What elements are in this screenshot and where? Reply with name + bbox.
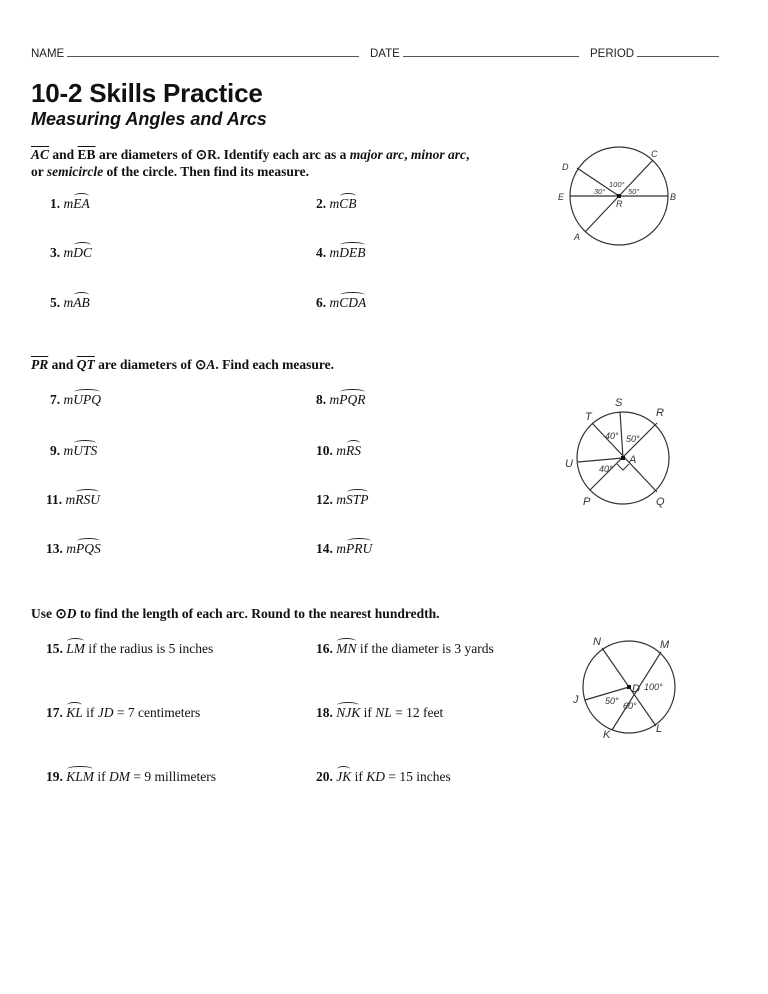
name-field <box>31 44 359 60</box>
segment-pr: $\overline{PR}$ <box>31 357 49 372</box>
date-field <box>370 44 579 60</box>
period-label: PERIOD <box>590 48 635 60</box>
question-15 <box>46 641 213 657</box>
question-3 <box>50 245 92 261</box>
q-m: m <box>336 541 346 556</box>
q-text: = 12 feet <box>391 705 444 720</box>
q-m: m <box>336 443 346 458</box>
instr-text: are diameters of ⊙ <box>94 357 207 372</box>
q-text: if the diameter is 3 yards <box>356 641 494 656</box>
question-5 <box>50 295 90 311</box>
arc-label: RSU <box>75 492 101 507</box>
instr-text: or <box>31 164 47 179</box>
arc-label: UTS <box>73 443 98 458</box>
q-m: m <box>63 392 74 407</box>
page-subtitle: Measuring Angles and Arcs <box>31 109 267 129</box>
q-num: 9. <box>50 443 61 458</box>
angle-100-label: 100° <box>609 180 625 189</box>
point-b-label: B <box>670 192 677 202</box>
semicircle-term: semicircle <box>46 164 104 179</box>
arc-label: PQS <box>76 541 101 556</box>
angle-40-top-label: 40° <box>605 431 619 441</box>
minor-arc-term: minor arc <box>410 147 466 162</box>
instr-text: . Find each measure. <box>215 357 334 372</box>
q-text: if the radius is 5 inches <box>85 641 214 656</box>
point-m-label: M <box>660 639 670 651</box>
arc-label: PQR <box>339 392 366 407</box>
q-m: m <box>329 196 340 211</box>
center-a: A <box>206 357 216 372</box>
q-text: if <box>351 769 367 784</box>
major-arc-term: major arc <box>349 147 405 162</box>
arc-label: UPQ <box>73 392 101 407</box>
point-t-label: T <box>585 411 592 423</box>
segment-qt: $\overline{QT}$ <box>76 357 95 372</box>
question-11 <box>46 492 100 508</box>
center-d: D <box>66 606 77 621</box>
angle-50-label: 50° <box>626 434 640 444</box>
q-var: NL <box>375 705 392 720</box>
arc-label: CDA <box>339 295 367 310</box>
period-blank[interactable] <box>637 44 719 57</box>
question-6 <box>316 295 366 311</box>
q-num: 16. <box>316 641 333 656</box>
q-num: 3. <box>50 245 61 260</box>
point-d-label: D <box>562 162 569 172</box>
instr-text: Use ⊙ <box>31 606 67 621</box>
q-num: 14. <box>316 541 333 556</box>
instr-text: to find the length of each arc. Round to the nearest hundredth. <box>76 606 440 621</box>
q-m: m <box>336 492 346 507</box>
circle-d-diagram <box>560 628 710 743</box>
arc-label: KL <box>66 705 83 720</box>
question-14 <box>316 541 372 557</box>
comma: , <box>404 147 411 162</box>
date-label: DATE <box>370 48 400 60</box>
q-num: 7. <box>50 392 61 407</box>
arc-label: RS <box>346 443 361 458</box>
angle-50-label: 50° <box>605 696 619 706</box>
arc-label: LM <box>66 641 86 656</box>
question-20 <box>316 769 451 785</box>
q-num: 4. <box>316 245 327 260</box>
q-num: 19. <box>46 769 63 784</box>
section2-instructions <box>31 356 334 373</box>
q-num: 1. <box>50 196 61 211</box>
segment-ac: $\overline{AC}$ <box>31 147 50 162</box>
arc-label: MN <box>336 641 357 656</box>
q-num: 11. <box>46 492 63 507</box>
point-r-label: R <box>616 199 623 209</box>
q-m: m <box>65 492 76 507</box>
q-num: 17. <box>46 705 63 720</box>
q-num: 2. <box>316 196 327 211</box>
point-s-label: S <box>615 397 623 409</box>
point-q-label: Q <box>656 496 665 508</box>
arc-label: EA <box>73 196 90 211</box>
q-m: m <box>66 541 76 556</box>
point-a-label: A <box>574 232 581 242</box>
question-10 <box>316 443 361 459</box>
date-blank[interactable] <box>403 44 579 57</box>
circle-a-diagram <box>555 392 715 512</box>
question-12 <box>316 492 369 508</box>
q-num: 8. <box>316 392 327 407</box>
point-d-label: D <box>632 683 640 695</box>
q-num: 5. <box>50 295 61 310</box>
question-1 <box>50 196 90 212</box>
point-l-label: L <box>656 723 663 735</box>
question-16 <box>316 641 494 657</box>
q-num: 6. <box>316 295 327 310</box>
q-m: m <box>63 295 74 310</box>
arc-label: CB <box>339 196 357 211</box>
arc-label: AB <box>73 295 90 310</box>
point-p-label: P <box>583 496 591 508</box>
comma2: , <box>465 147 470 162</box>
point-r-label: R <box>656 407 664 419</box>
question-8 <box>316 392 366 408</box>
question-13 <box>46 541 101 557</box>
point-a-label: A <box>629 454 637 466</box>
angle-40-bottom-label: 40° <box>599 464 613 474</box>
arc-label: KLM <box>66 769 95 784</box>
point-n-label: N <box>593 636 601 648</box>
angle-50-label: 50° <box>628 187 640 196</box>
circle-r-diagram <box>540 140 710 255</box>
question-18 <box>316 705 443 721</box>
name-blank[interactable] <box>67 44 359 57</box>
q-m: m <box>63 245 74 260</box>
arc-label: PRU <box>346 541 373 556</box>
section3-instructions <box>31 605 439 622</box>
q-num: 13. <box>46 541 63 556</box>
instr-text: of the circle. Then find its measure. <box>103 164 309 179</box>
q-text: if <box>360 705 376 720</box>
arc-label: STP <box>346 492 369 507</box>
arc-label: DC <box>73 245 93 260</box>
q-m: m <box>63 443 74 458</box>
q-m: m <box>329 295 340 310</box>
instr-text: are diameters of ⊙R. Identify each arc as a <box>95 147 350 162</box>
point-c-label: C <box>651 149 658 159</box>
q-text: = 7 centimeters <box>113 705 201 720</box>
q-m: m <box>329 245 340 260</box>
q-m: m <box>329 392 340 407</box>
question-19 <box>46 769 216 785</box>
q-var: KD <box>366 769 386 784</box>
point-k-label: K <box>603 729 611 741</box>
q-var: JD <box>97 705 114 720</box>
arc-label: NJK <box>336 705 361 720</box>
question-2 <box>316 196 357 212</box>
q-m: m <box>63 196 74 211</box>
question-9 <box>50 443 97 459</box>
question-17 <box>46 705 200 721</box>
angle-60-label: 60° <box>623 701 637 711</box>
q-text: if <box>82 705 98 720</box>
period-field <box>590 44 719 60</box>
arc-label: JK <box>336 769 352 784</box>
q-var: DM <box>109 769 131 784</box>
section1-instructions <box>31 146 511 180</box>
q-num: 15. <box>46 641 63 656</box>
q-num: 12. <box>316 492 333 507</box>
and-text: and <box>48 357 77 372</box>
name-label: NAME <box>31 48 65 60</box>
q-text: = 15 inches <box>385 769 451 784</box>
page-title: 10-2 Skills Practice <box>31 78 263 108</box>
segment-eb: $\overline{EB}$ <box>77 147 96 162</box>
angle-30-label: 30° <box>594 187 606 196</box>
q-num: 10. <box>316 443 333 458</box>
question-7 <box>50 392 101 408</box>
and-text: and <box>49 147 78 162</box>
q-num: 18. <box>316 705 333 720</box>
arc-label: DEB <box>339 245 366 260</box>
q-num: 20. <box>316 769 333 784</box>
q-text: = 9 millimeters <box>130 769 216 784</box>
q-text: if <box>94 769 110 784</box>
point-e-label: E <box>558 192 565 202</box>
angle-100-label: 100° <box>644 682 663 692</box>
question-4 <box>316 245 366 261</box>
point-u-label: U <box>565 458 573 470</box>
point-j-label: J <box>573 694 579 706</box>
